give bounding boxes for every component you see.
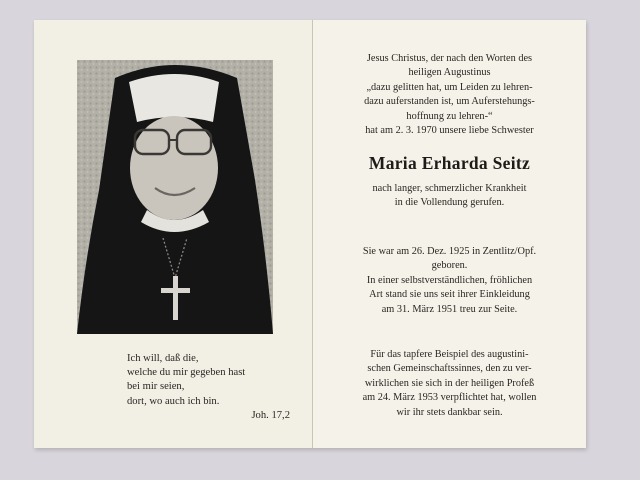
intro-line: hat am 2. 3. 1970 unsere liebe Schwester — [365, 125, 534, 137]
portrait-photo — [77, 60, 273, 334]
tribute-line: am 24. März 1953 verpflichtet hat, wollen — [362, 392, 537, 404]
memorial-card — [34, 20, 586, 448]
verse-reference: Joh. 17,2 — [251, 409, 290, 421]
biography-text — [323, 245, 576, 317]
right-panel — [313, 20, 586, 448]
verse-line: Ich will, daß die, — [127, 353, 199, 364]
verse-line: bei mir seien, — [127, 381, 185, 393]
tribute-text — [323, 348, 576, 420]
verse-line: welche du mir gegeben hast — [127, 367, 246, 379]
intro-line: „dazu gelitten hat, um Leiden zu lehren- — [366, 81, 533, 93]
intro-line: heiligen Augustinus — [408, 67, 491, 79]
verse-line: dort, wo auch ich bin. — [127, 395, 220, 407]
intro-line: hoffnung zu lehren-“ — [406, 110, 493, 122]
bio-line: In einer selbstverständlichen, fröhlichen — [366, 274, 533, 286]
bio-line: Sie war am 26. Dez. 1925 in Zentlitz/Opf. — [362, 246, 537, 257]
after-name-line: in die Vollendung gerufen. — [394, 197, 505, 209]
intro-text — [323, 52, 576, 138]
tribute-line: Für das tapfere Beispiel des augustini- — [370, 349, 529, 360]
intro-line: dazu auferstanden ist, um Auferstehungs- — [364, 96, 535, 108]
bible-verse — [127, 352, 302, 423]
after-name-line: nach langer, schmerzlicher Krankheit — [372, 183, 527, 194]
tribute-line: wirklichen sie sich in der heiligen Profeß — [364, 377, 535, 389]
tribute-line: schen Gemeinschaftssinnes, den zu ver- — [367, 363, 532, 375]
deceased-name: Maria Erharda Seitz — [368, 153, 531, 173]
left-panel — [34, 20, 313, 448]
intro-line: Jesus Christus, der nach den Worten des — [366, 53, 533, 64]
bio-line: am 31. März 1951 treu zur Seite. — [381, 303, 518, 315]
bio-line: geboren. — [431, 260, 468, 272]
bio-line: Art stand sie uns seit ihrer Einkleidung — [369, 289, 530, 301]
after-name-text — [323, 182, 576, 211]
tribute-line: wir ihr stets dankbar sein. — [396, 406, 503, 418]
